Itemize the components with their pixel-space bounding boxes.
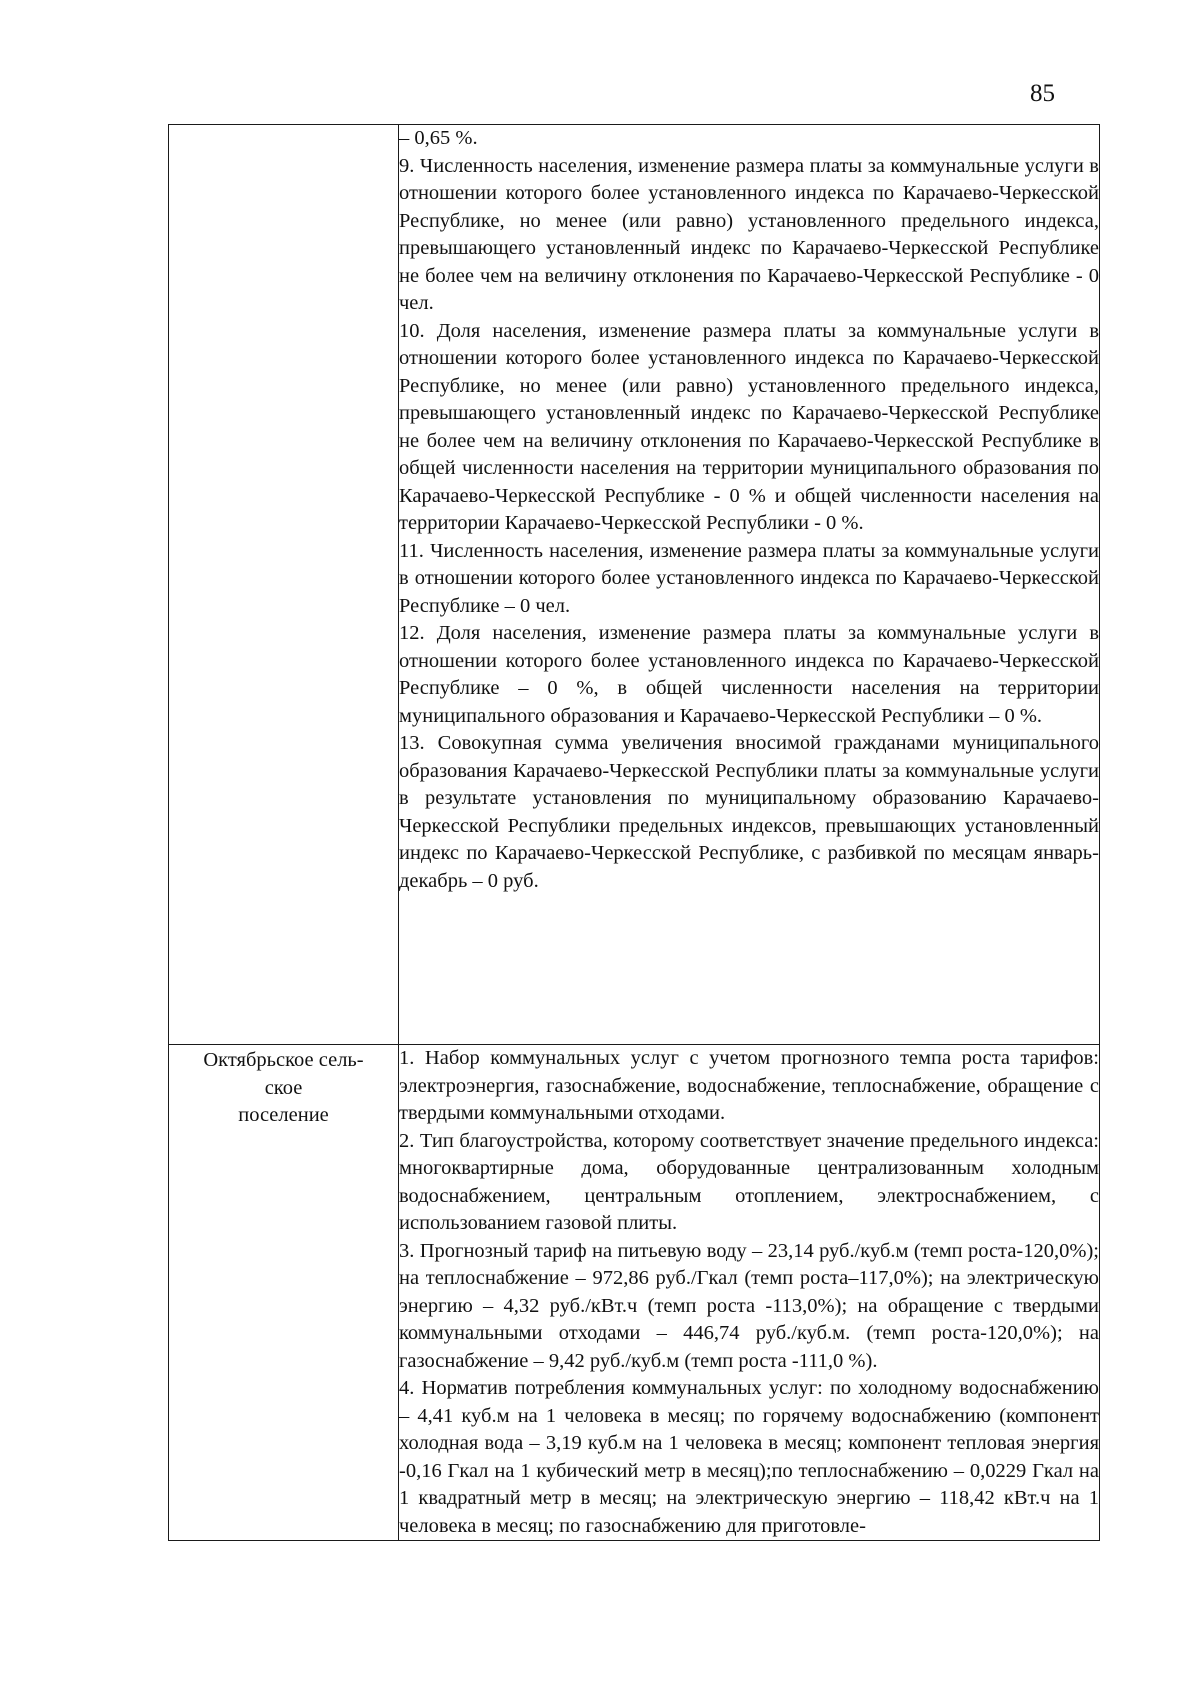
indicator-text-cell [399, 125, 1100, 1045]
paragraph: 3. Прогнозный тариф на питьевую воду – 23,14 руб./куб.м (темп роста-120,0%); на теплоснабжение – 972,86 руб./Гкал (темп роста–117,0%); на электрическую энергию – 4,32 руб./кВт.ч (темп роста -113,0%); на обращение с твердыми коммунальными отходами – 446,74 руб./куб.м. (темп роста-120,0%); на газоснабжение – 9,42 руб./куб.м (темп роста -111,0 %). [399, 1239, 1099, 1372]
paragraph: 11. Численность населения, изменение размера платы за коммунальные услуги в отношении которого более установленного индекса по Карачаево-Черкесской Республике – 0 чел. [399, 539, 1099, 617]
paragraph: 4. Норматив потребления коммунальных услуг: по холодному водоснабжению – 4,41 куб.м на 1 человека в месяц; по горячему водоснабжению (компонент холодная вода – 3,19 куб.м на 1 человека в месяц; компонент тепловая энергия -0,16 Гкал на 1 кубический метр в месяц);по теплоснабжению – 0,0229 Гкал на 1 квадратный метр в месяц; на электрическую энергию – 118,42 кВт.ч на 1 человека в месяц; по газоснабжению для приготовле- [399, 1377, 1099, 1537]
municipality-name-cell [169, 1045, 399, 1541]
municipality-table [168, 124, 1100, 1541]
paragraph: – 0,65 %. [399, 127, 478, 149]
municipality-name [169, 1045, 398, 1130]
table-row [169, 125, 1100, 1045]
page-number: 85 [1030, 80, 1055, 107]
indicator-text-cell [399, 1045, 1100, 1541]
paragraph: 2. Тип благоустройства, которому соответствует значение предельного индекса: многоквартирные дома, оборудованные централизованным холодным водоснабжением, центральным отоплением, электроснабжением, с использованием газовой плиты. [399, 1129, 1099, 1234]
municipality-name-line: ское [264, 1076, 303, 1099]
municipality-name-line: поселение [238, 1104, 329, 1126]
paragraph: 10. Доля населения, изменение размера платы за коммунальные услуги в отношении которого более установленного индекса по Карачаево-Черкесской Республике, но менее (или равно) установленного предельного индекса, превышающего установленный индекс по Карачаево-Черкесской Республике не более чем на величину отклонения по Карачаево-Черкесской Республике в общей численности населения на территории муниципального образования по Карачаево-Черкесской Республике - 0 % и общей численности населения на территории Карачаево-Черкесской Республики - 0 %. [399, 319, 1099, 534]
paragraph: 1. Набор коммунальных услуг с учетом прогнозного темпа роста тарифов: электроэнергия, газоснабжение, водоснабжение, теплоснабжение, обращение с твердыми коммунальными отходами. [399, 1047, 1099, 1124]
paragraph: 13. Совокупная сумма увеличения вносимой гражданами муниципального образования Карачаево-Черкесской Республики платы за коммунальные услуги в результате установления по муниципальному образованию Карачаево-Черкесской Республики предельных индексов, превышающих установленный индекс по Карачаево-Черкесской Республике, с разбивкой по месяцам январь-декабрь – 0 руб. [399, 732, 1099, 892]
municipality-name-line: Октябрьское сель- [203, 1049, 364, 1071]
table-row [169, 1045, 1100, 1541]
paragraph: 9. Численность населения, изменение размера платы за коммунальные услуги в отношении которого более установленного индекса по Карачаево-Черкесской Республике, но менее (или равно) установленного предельного индекса, превышающего установленный индекс по Карачаево-Черкесской Республике не более чем на величину отклонения по Карачаево-Черкесской Республике - 0 чел. [399, 154, 1099, 314]
paragraph: 12. Доля населения, изменение размера платы за коммунальные услуги в отношении которого более установленного индекса по Карачаево-Черкесской Республике – 0 %, в общей численности населения на территории муниципального образования и Карачаево-Черкесской Республики – 0 %. [399, 622, 1099, 727]
municipality-name-cell [169, 125, 399, 1045]
